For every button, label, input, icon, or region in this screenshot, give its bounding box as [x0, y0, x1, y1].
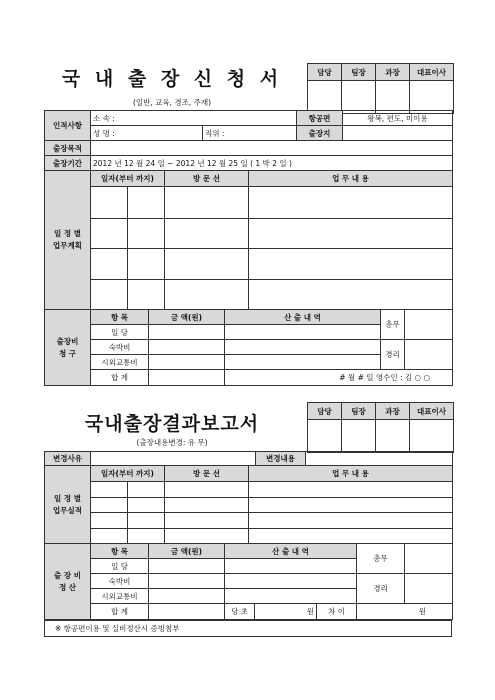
dept-field[interactable]: 소 속 :: [91, 111, 297, 126]
initial-label: 당 초: [225, 604, 255, 620]
form2-change-table: [44, 451, 453, 466]
settle-detail[interactable]: [225, 589, 357, 604]
period-field[interactable]: 2012 년 12 월 24 일 ~ 2012 년 12 월 25 일 ( 1 박 2 일 ): [91, 156, 453, 171]
result-cell[interactable]: [91, 513, 128, 529]
form2-subtitle: (출장내용변경: 유 무): [136, 438, 208, 447]
plan-cell[interactable]: [128, 219, 165, 249]
accounting-label: 경리: [381, 340, 405, 370]
sign-ceo[interactable]: [410, 81, 454, 114]
settle-amount[interactable]: [149, 574, 225, 589]
approval-ceo: 대표이사: [410, 64, 454, 81]
expense-amount[interactable]: [149, 340, 225, 355]
plan-cell[interactable]: [249, 280, 453, 310]
purpose-label: 출장목적: [45, 141, 91, 156]
plan-cell[interactable]: [91, 219, 128, 249]
result-cell[interactable]: [165, 529, 249, 544]
result-cell[interactable]: [128, 482, 165, 498]
plan-cell[interactable]: [91, 249, 128, 280]
accounting-sign[interactable]: [405, 574, 453, 604]
airline-label: 항공편: [297, 111, 343, 126]
period-label: 출장기간: [45, 156, 91, 171]
settle-row-daily: 일 당: [91, 559, 149, 574]
accounting-sign[interactable]: [405, 340, 453, 370]
expense-amount[interactable]: [149, 355, 225, 370]
settle-detail[interactable]: [225, 574, 357, 589]
expense-header-detail: 산 출 내 역: [225, 310, 381, 325]
plan-cell[interactable]: [165, 280, 249, 310]
result-cell[interactable]: [128, 529, 165, 544]
form1-title: 국 내 출 장 신 청 서: [61, 68, 283, 90]
form2-result-table: [44, 465, 453, 544]
diff-amount-unit[interactable]: 원: [357, 604, 453, 620]
plan-cell[interactable]: [249, 187, 453, 219]
sign-team-lead[interactable]: [342, 81, 376, 114]
expense-detail[interactable]: [225, 355, 381, 370]
position-field[interactable]: 직위 :: [203, 126, 297, 141]
general-affairs-label: 총무: [357, 544, 405, 574]
airline-options[interactable]: 왕복, 편도, 미이용: [343, 111, 453, 126]
form1-expense-table: [44, 309, 453, 386]
result-cell[interactable]: [249, 498, 453, 513]
change-reason-field[interactable]: [91, 452, 256, 466]
plan-label: 일 정 별 업무계획: [45, 171, 91, 310]
expense-row-transport: 시외교통비: [91, 355, 149, 370]
result-header-visit: 방 문 선: [165, 466, 249, 482]
general-affairs-sign[interactable]: [405, 310, 453, 340]
sign-staff[interactable]: [308, 81, 342, 114]
expense-detail[interactable]: [225, 325, 381, 340]
plan-cell[interactable]: [249, 219, 453, 249]
approval-ceo: 대표이사: [410, 403, 454, 420]
form2-approval-table: [307, 402, 454, 453]
general-affairs-label: 총무: [381, 310, 405, 340]
expense-row-daily: 일 당: [91, 325, 149, 340]
destination-field[interactable]: [343, 126, 453, 141]
accounting-label: 경리: [357, 574, 405, 604]
result-cell[interactable]: [128, 498, 165, 513]
result-cell[interactable]: [165, 482, 249, 498]
plan-cell[interactable]: [91, 280, 128, 310]
approval-staff: 담당: [308, 403, 342, 420]
settle-header-detail: 산 출 내 역: [225, 544, 357, 559]
result-cell[interactable]: [249, 513, 453, 529]
form1-main-table: [44, 110, 453, 171]
approval-manager: 과장: [376, 403, 410, 420]
expense-label: 출장비 청 구: [45, 310, 91, 386]
approval-manager: 과장: [376, 64, 410, 81]
plan-cell[interactable]: [165, 219, 249, 249]
plan-cell[interactable]: [165, 249, 249, 280]
personal-label: 인적사항: [45, 111, 91, 141]
plan-cell[interactable]: [128, 187, 165, 219]
expense-amount[interactable]: [149, 325, 225, 340]
form1-approval-table: [307, 63, 454, 114]
result-cell[interactable]: [249, 482, 453, 498]
settle-total-label: 합 계: [91, 604, 149, 620]
settle-amount[interactable]: [149, 589, 225, 604]
settle-header-amount: 금 액(원): [149, 544, 225, 559]
sign-ceo[interactable]: [410, 420, 454, 453]
settle-detail[interactable]: [225, 559, 357, 574]
settle-label: 출 장 비 정 산: [45, 544, 91, 620]
change-reason-label: 변경사유: [45, 452, 91, 466]
plan-header-date: 일자(부터 까지): [91, 171, 165, 187]
general-affairs-sign[interactable]: [405, 544, 453, 574]
result-header-date: 일자(부터 까지): [91, 466, 165, 482]
form2-footnote-table: [44, 620, 452, 637]
diff-label: 차 이: [317, 604, 357, 620]
settle-row-lodging: 숙박비: [91, 574, 149, 589]
name-field[interactable]: 성 명 :: [91, 126, 203, 141]
form2-title: 국내출장결과보고서: [84, 413, 260, 435]
destination-label: 출장지: [297, 126, 343, 141]
sign-manager[interactable]: [376, 81, 410, 114]
form2-settle-table: [44, 543, 453, 620]
settle-amount[interactable]: [149, 559, 225, 574]
plan-cell[interactable]: [91, 187, 128, 219]
expense-row-lodging: 숙박비: [91, 340, 149, 355]
expense-total-amount[interactable]: [149, 370, 225, 386]
plan-header-task: 업 무 내 용: [249, 171, 453, 187]
result-cell[interactable]: [128, 513, 165, 529]
approval-team-lead: 팀장: [342, 64, 376, 81]
result-cell[interactable]: [91, 482, 128, 498]
sign-staff[interactable]: [308, 420, 342, 453]
plan-header-visit: 방 문 선: [165, 171, 249, 187]
expense-receipt-note: # 월 # 일 영수인 : 김 ○ ○: [225, 370, 453, 386]
result-header-task: 업 무 내 용: [249, 466, 453, 482]
expense-header-amount: 금 액(원): [149, 310, 225, 325]
result-cell[interactable]: [165, 498, 249, 513]
result-cell[interactable]: [249, 529, 453, 544]
approval-team-lead: 팀장: [342, 403, 376, 420]
approval-staff: 담당: [308, 64, 342, 81]
sign-manager[interactable]: [376, 420, 410, 453]
result-cell[interactable]: [91, 529, 128, 544]
initial-amount-unit[interactable]: 원: [255, 604, 317, 620]
result-cell[interactable]: [91, 498, 128, 513]
plan-cell[interactable]: [249, 249, 453, 280]
plan-cell[interactable]: [128, 249, 165, 280]
expense-detail[interactable]: [225, 340, 381, 355]
change-content-field[interactable]: [306, 452, 453, 466]
form1-subtitle: (일반, 교육, 경조, 주재): [132, 98, 212, 107]
plan-cell[interactable]: [165, 187, 249, 219]
plan-cell[interactable]: [128, 280, 165, 310]
result-cell[interactable]: [165, 513, 249, 529]
result-label: 일 정 별 업무실적: [45, 466, 91, 544]
settle-header-item: 항 목: [91, 544, 149, 559]
expense-total-label: 합 계: [91, 370, 149, 386]
settle-row-transport: 시외교통비: [91, 589, 149, 604]
footnote: ※ 항공편이용 및 실비정산시 증빙첨부: [45, 621, 452, 637]
settle-total-amount[interactable]: [149, 604, 225, 620]
sign-team-lead[interactable]: [342, 420, 376, 453]
expense-header-item: 항 목: [91, 310, 149, 325]
change-content-label: 변경내용: [256, 452, 306, 466]
form1-plan-table: [44, 170, 453, 310]
purpose-field[interactable]: [91, 141, 453, 156]
